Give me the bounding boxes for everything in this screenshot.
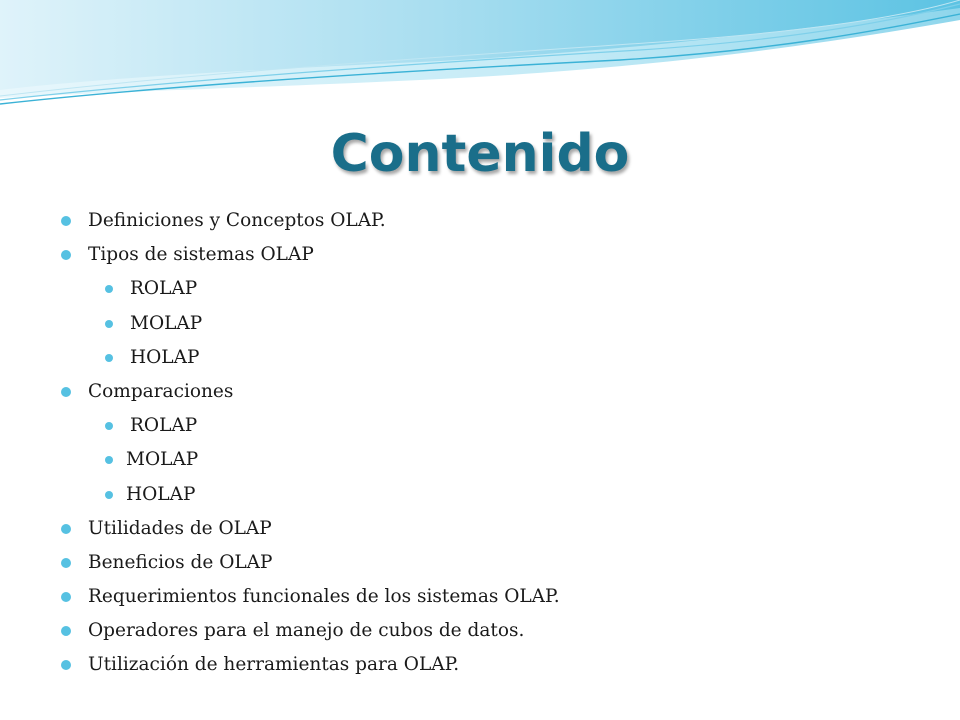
bullet-icon: [61, 524, 71, 534]
list-item-text: Utilidades de OLAP: [88, 517, 272, 539]
sub-list-item-text: MOLAP: [130, 312, 203, 334]
slide-title: Contenido: [330, 124, 630, 184]
list-item: [0, 580, 960, 614]
list-item: [0, 546, 960, 580]
list-item-text: Tipos de sistemas OLAP: [88, 244, 314, 266]
sub-list-item: [0, 478, 960, 512]
bullet-icon: [105, 491, 113, 499]
bullet-icon: [61, 592, 71, 602]
sub-list-item: [0, 409, 960, 443]
sub-list-item: [0, 307, 960, 341]
sub-list-item: [0, 272, 960, 306]
list-item-text: Comparaciones: [88, 380, 234, 402]
bullet-icon: [105, 354, 113, 362]
bullet-icon: [105, 285, 113, 293]
list-item-text: Requerimientos funcionales de los sistemas OLAP.: [88, 586, 560, 608]
sub-list-item-text: MOLAP: [126, 449, 199, 471]
list-item-text: Utilización de herramientas para OLAP.: [88, 654, 460, 676]
sub-list-item: [0, 341, 960, 375]
bullet-icon: [105, 422, 113, 430]
bullet-icon: [61, 660, 71, 670]
bullet-icon: [105, 456, 113, 464]
bullet-icon: [105, 320, 113, 328]
bullet-icon: [61, 387, 71, 397]
header-wave-decoration: [0, 0, 960, 110]
bullet-icon: [61, 216, 71, 226]
list-item: [0, 614, 960, 648]
sub-list-item: [0, 443, 960, 477]
list-item: [0, 648, 960, 682]
sub-list-item-text: ROLAP: [130, 278, 198, 300]
sub-list-item-text: ROLAP: [130, 415, 198, 437]
list-item-text: Beneficios de OLAP: [88, 551, 273, 573]
bullet-icon: [61, 626, 71, 636]
list-item: [0, 204, 960, 238]
sub-list-item-text: HOLAP: [130, 346, 200, 368]
bullet-icon: [61, 250, 71, 260]
list-item: [0, 375, 960, 409]
list-item: [0, 238, 960, 272]
bullet-icon: [61, 558, 71, 568]
content-list: [0, 204, 960, 683]
list-item-text: Definiciones y Conceptos OLAP.: [88, 210, 386, 231]
list-item: [0, 512, 960, 546]
list-item-text: Operadores para el manejo de cubos de datos.: [88, 620, 525, 642]
sub-list-item-text: HOLAP: [126, 483, 196, 505]
